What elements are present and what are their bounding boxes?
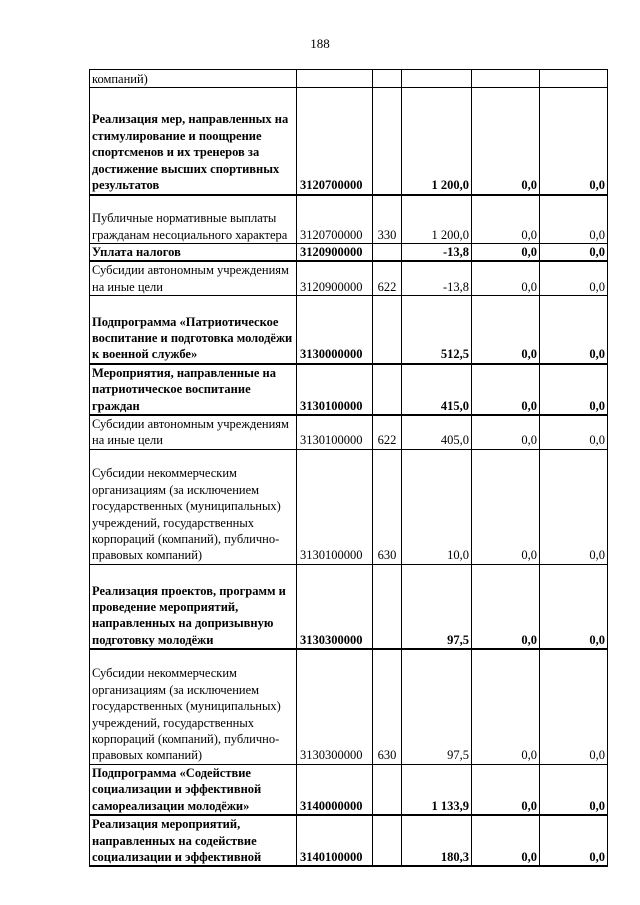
row-name: Реализация проектов, программ и проведение мероприятий, направленных на допризывную подготовку молодёжи xyxy=(90,564,297,649)
row-amount-3: 0,0 xyxy=(540,88,608,195)
row-name: компаний) xyxy=(90,70,297,88)
row-expense-type xyxy=(373,88,402,195)
row-amount-1: 512,5 xyxy=(402,296,472,364)
row-amount-2: 0,0 xyxy=(472,415,540,449)
row-name: Публичные нормативные выплаты гражданам несоциального характера xyxy=(90,195,297,244)
row-target-code xyxy=(297,70,373,88)
row-amount-3: 0,0 xyxy=(540,649,608,764)
row-expense-type xyxy=(373,364,402,415)
row-target-code: 3120900000 xyxy=(297,244,373,262)
row-target-code: 3120900000 xyxy=(297,261,373,295)
row-amount-1: 1 200,0 xyxy=(402,195,472,244)
table-row xyxy=(90,296,608,364)
table-row xyxy=(90,415,608,449)
row-amount-3: 0,0 xyxy=(540,815,608,866)
row-amount-3: 0,0 xyxy=(540,296,608,364)
row-amount-3: 0,0 xyxy=(540,195,608,244)
row-expense-type xyxy=(373,70,402,88)
budget-table xyxy=(89,69,608,867)
row-amount-1: 1 200,0 xyxy=(402,88,472,195)
row-expense-type: 630 xyxy=(373,649,402,764)
row-name: Реализация мер, направленных на стимулирование и поощрение спортсменов и их тренеров за достижение высших спортивных результатов xyxy=(90,88,297,195)
row-amount-3: 0,0 xyxy=(540,364,608,415)
row-amount-2: 0,0 xyxy=(472,764,540,815)
row-amount-1: 97,5 xyxy=(402,564,472,649)
row-amount-2: 0,0 xyxy=(472,195,540,244)
row-target-code: 3120700000 xyxy=(297,88,373,195)
row-name: Подпрограмма «Содействие социализации и эффективной самореализации молодёжи» xyxy=(90,764,297,815)
row-expense-type: 330 xyxy=(373,195,402,244)
page-number: 188 xyxy=(310,36,330,51)
row-expense-type: 630 xyxy=(373,449,402,564)
row-amount-2 xyxy=(472,70,540,88)
row-name: Мероприятия, направленные на патриотическое воспитание граждан xyxy=(90,364,297,415)
table-row xyxy=(90,195,608,244)
row-target-code: 3130100000 xyxy=(297,364,373,415)
row-amount-3: 0,0 xyxy=(540,564,608,649)
row-amount-2: 0,0 xyxy=(472,364,540,415)
row-expense-type xyxy=(373,564,402,649)
row-expense-type: 622 xyxy=(373,415,402,449)
table-row xyxy=(90,244,608,262)
row-amount-2: 0,0 xyxy=(472,449,540,564)
row-amount-3: 0,0 xyxy=(540,415,608,449)
row-amount-1: 405,0 xyxy=(402,415,472,449)
row-expense-type: 622 xyxy=(373,261,402,295)
row-expense-type xyxy=(373,296,402,364)
row-name: Уплата налогов xyxy=(90,244,297,262)
row-name: Подпрограмма «Патриотическое воспитание и подготовка молодёжи к военной службе» xyxy=(90,296,297,364)
table-row xyxy=(90,364,608,415)
row-target-code: 3120700000 xyxy=(297,195,373,244)
row-name: Субсидии некоммерческим организациям (за исключением государственных (муниципальных) учреждений, государственных корпораций (компаний), публично-правовых компаний) xyxy=(90,449,297,564)
row-target-code: 3130300000 xyxy=(297,649,373,764)
table-row xyxy=(90,449,608,564)
table-row xyxy=(90,70,608,88)
row-amount-3: 0,0 xyxy=(540,764,608,815)
row-target-code: 3140000000 xyxy=(297,764,373,815)
row-amount-3: 0,0 xyxy=(540,261,608,295)
row-amount-1: 97,5 xyxy=(402,649,472,764)
row-amount-2: 0,0 xyxy=(472,815,540,866)
row-amount-1: 1 133,9 xyxy=(402,764,472,815)
row-amount-2: 0,0 xyxy=(472,564,540,649)
table-row xyxy=(90,649,608,764)
row-name: Субсидии автономным учреждениям на иные цели xyxy=(90,261,297,295)
row-target-code: 3140100000 xyxy=(297,815,373,866)
table-row xyxy=(90,764,608,815)
row-expense-type xyxy=(373,815,402,866)
row-amount-1: 180,3 xyxy=(402,815,472,866)
row-amount-1: 415,0 xyxy=(402,364,472,415)
row-amount-2: 0,0 xyxy=(472,649,540,764)
row-amount-1: -13,8 xyxy=(402,244,472,262)
row-name: Субсидии некоммерческим организациям (за исключением государственных (муниципальных) учреждений, государственных корпораций (компаний), публично-правовых компаний) xyxy=(90,649,297,764)
table-row xyxy=(90,564,608,649)
row-amount-1: -13,8 xyxy=(402,261,472,295)
row-target-code: 3130100000 xyxy=(297,415,373,449)
row-amount-2: 0,0 xyxy=(472,244,540,262)
row-expense-type xyxy=(373,764,402,815)
row-expense-type xyxy=(373,244,402,262)
row-amount-3: 0,0 xyxy=(540,449,608,564)
table-row xyxy=(90,261,608,295)
row-target-code: 3130100000 xyxy=(297,449,373,564)
row-target-code: 3130300000 xyxy=(297,564,373,649)
row-amount-2: 0,0 xyxy=(472,261,540,295)
table-row xyxy=(90,815,608,866)
row-name: Субсидии автономным учреждениям на иные цели xyxy=(90,415,297,449)
row-amount-3 xyxy=(540,70,608,88)
row-amount-2: 0,0 xyxy=(472,296,540,364)
row-amount-2: 0,0 xyxy=(472,88,540,195)
row-name: Реализация мероприятий, направленных на содействие социализации и эффективной xyxy=(90,815,297,866)
row-amount-3: 0,0 xyxy=(540,244,608,262)
row-amount-1: 10,0 xyxy=(402,449,472,564)
table-row xyxy=(90,88,608,195)
row-target-code: 3130000000 xyxy=(297,296,373,364)
row-amount-1 xyxy=(402,70,472,88)
